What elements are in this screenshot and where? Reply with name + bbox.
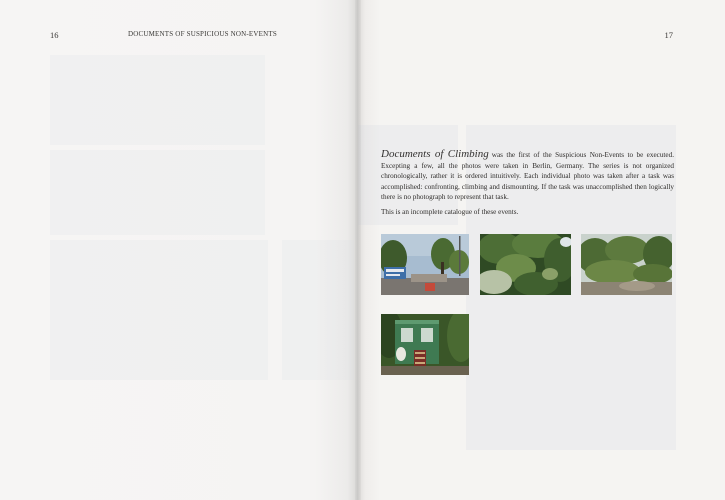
photo-street-corner <box>381 234 469 295</box>
intro-paragraph <box>381 149 674 203</box>
photo-green-container <box>381 314 469 375</box>
book-gutter <box>355 0 361 500</box>
page-number-right: 17 <box>664 30 673 40</box>
page-number-left: 16 <box>50 30 59 40</box>
intro-text: was the first of the Suspicious Non-Events to be executed. Excepting a few, all the photos were taken in Berlin, Germany. The series is not organized chronologically, rather it is ordered intuitively. Each individual photo was taken after a task was accomplished: confronting, climbing and dismounting. If the task was unaccomplished then logically there is no photograph to represent that task. <box>381 151 675 201</box>
series-title: Documents of Climbing <box>381 148 489 160</box>
photo-foliage-image <box>480 234 571 295</box>
running-head: DOCUMENTS OF SUSPICIOUS NON-EVENTS <box>128 30 277 38</box>
show-through-shadow <box>50 240 268 380</box>
show-through-shadow <box>282 240 354 380</box>
photo-green-container-image <box>381 314 469 375</box>
photo-overgrown-lot-image <box>581 234 672 295</box>
catalogue-note: This is an incomplete catalogue of these events. <box>381 208 519 216</box>
show-through-shadow <box>50 55 265 145</box>
photo-foliage <box>480 234 571 295</box>
left-page <box>0 0 358 500</box>
photo-overgrown-lot <box>581 234 672 295</box>
show-through-shadow <box>50 150 265 235</box>
photo-street-corner-image <box>381 234 469 295</box>
